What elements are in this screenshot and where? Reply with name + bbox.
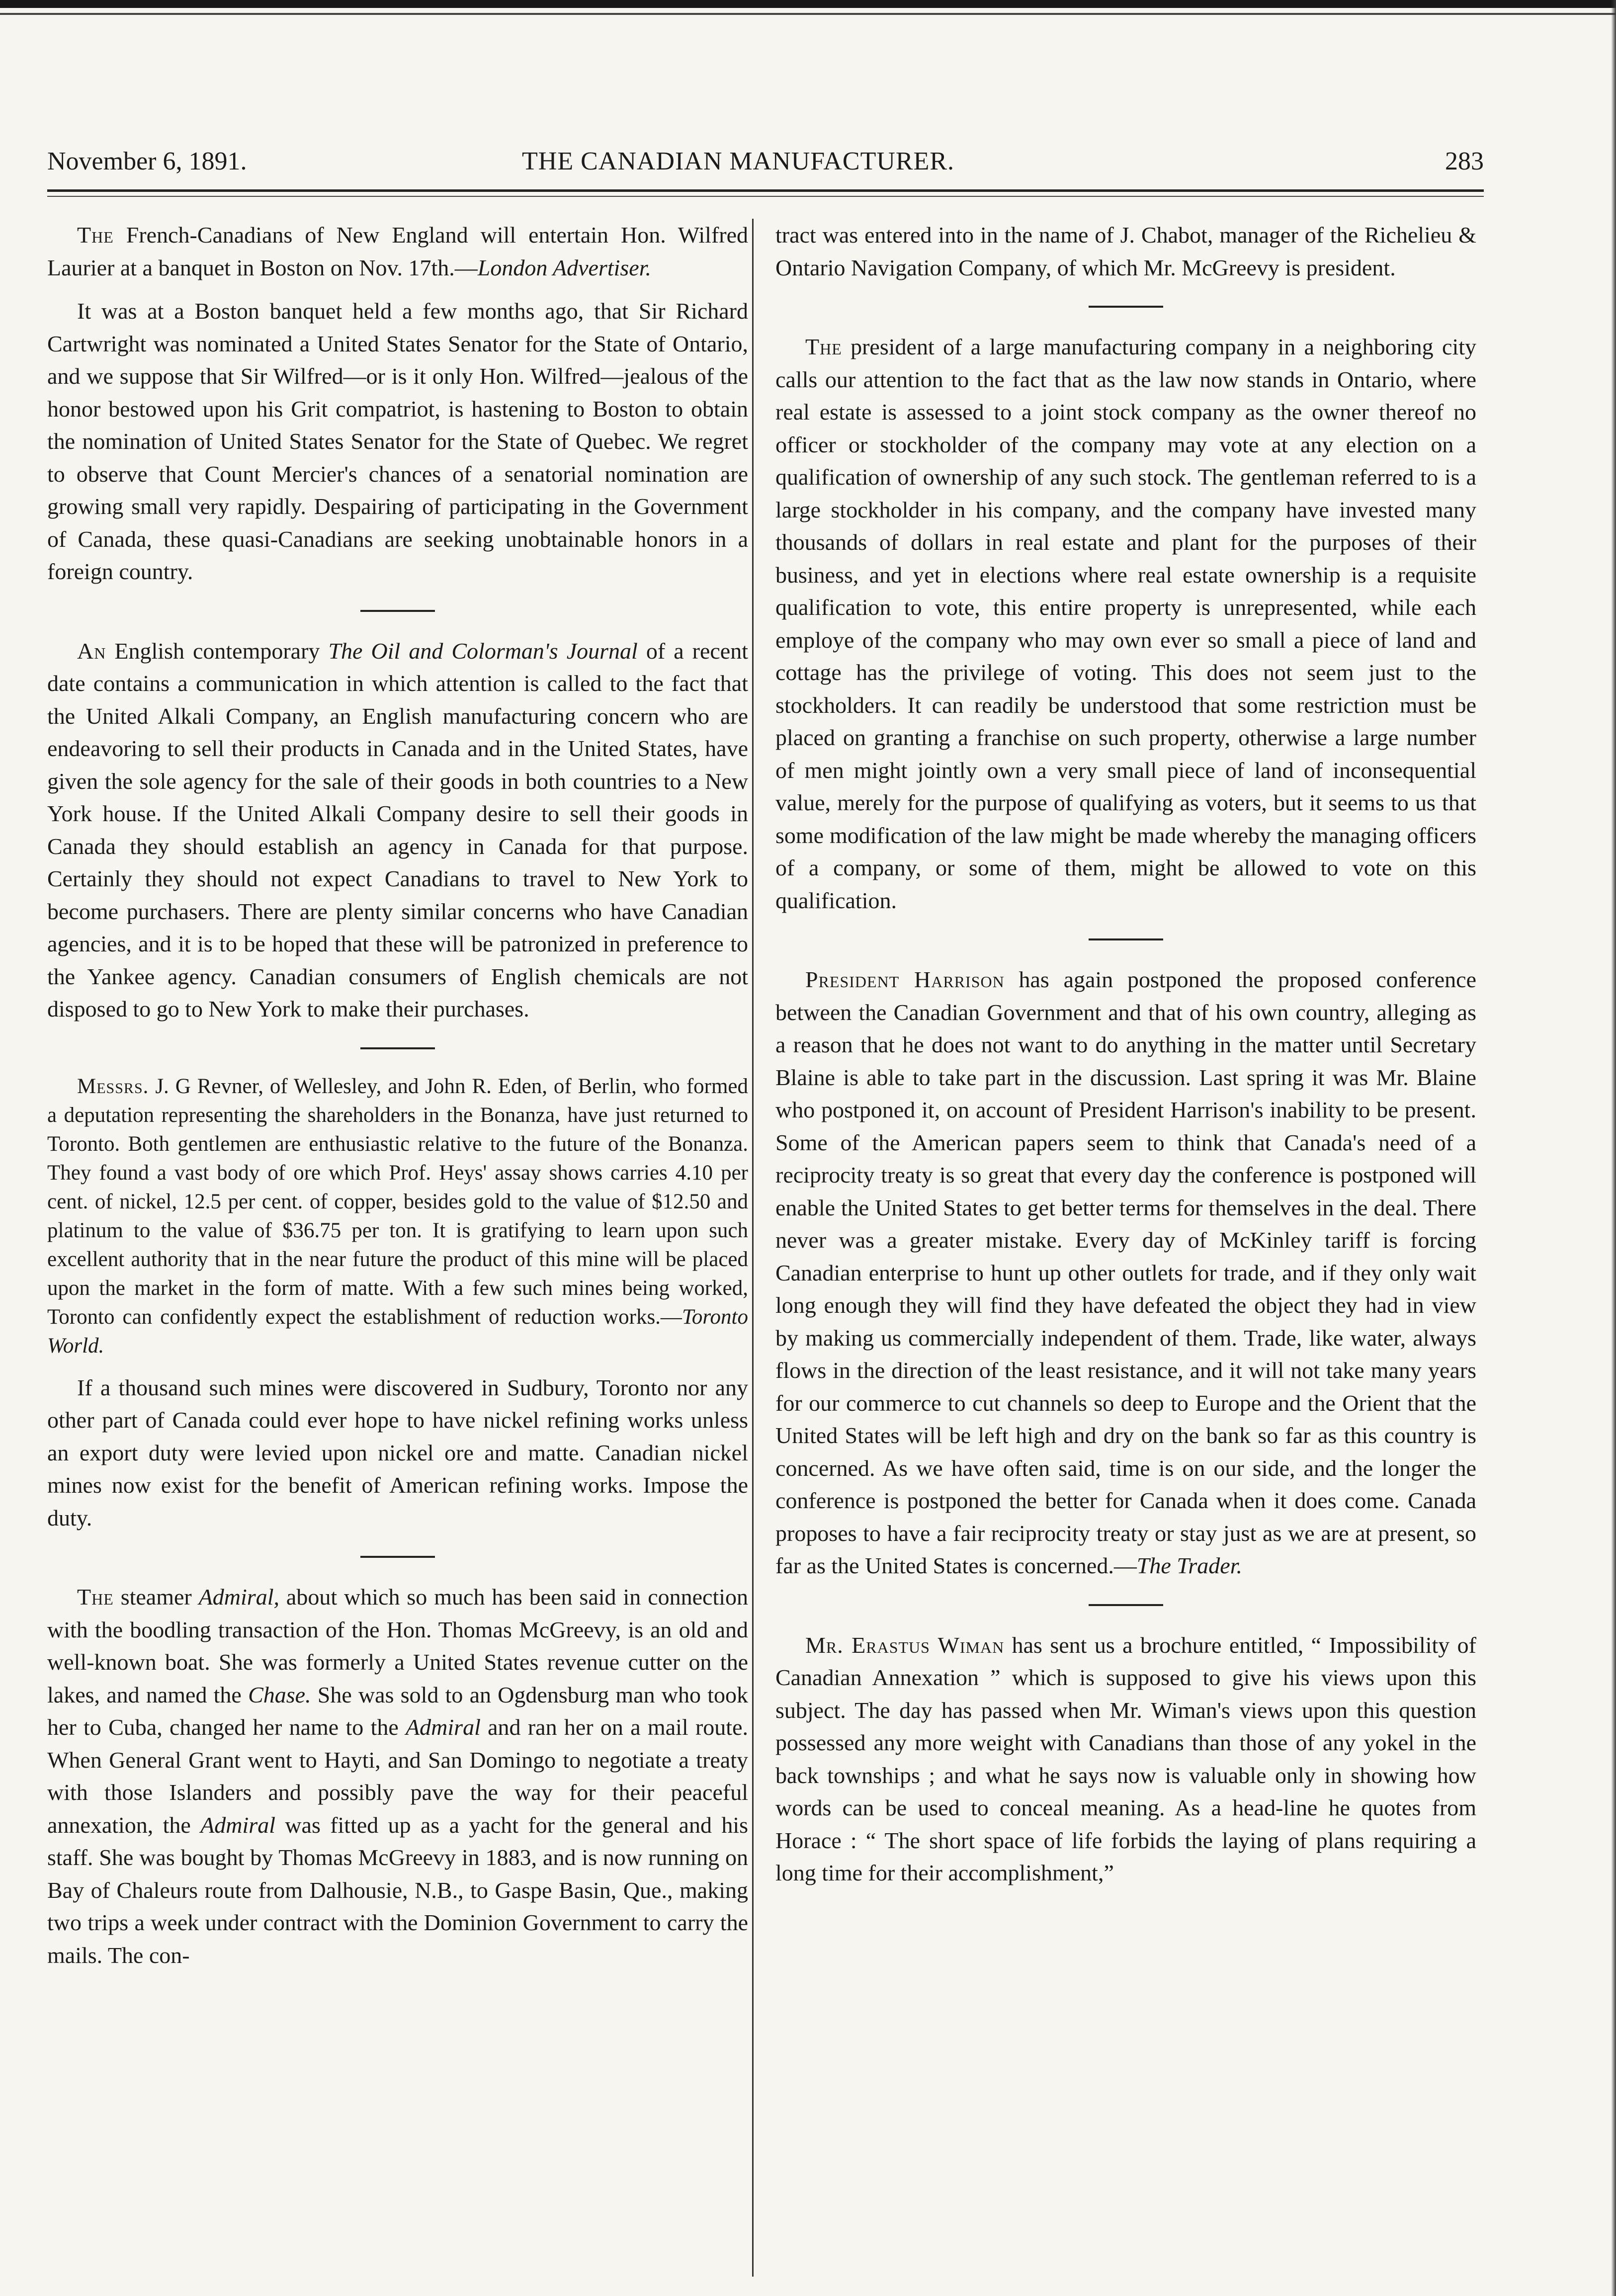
ship-name: Admiral, bbox=[198, 1584, 279, 1610]
paragraph-text: about which so much has been said in connection with the boodling transaction of the Hon. Thomas McGreevy, is an old and well-known boat. She was formerly a United States revenue cutter on the lakes, and named the bbox=[47, 1584, 749, 1707]
lead-in: President Harrison bbox=[805, 967, 1005, 992]
article-wiman-brochure bbox=[775, 1629, 1476, 1889]
left-column bbox=[47, 219, 748, 1971]
scan-top-edge bbox=[0, 0, 1616, 8]
publication-title: THE CANADIAN MANUFACTURER. bbox=[522, 147, 955, 175]
ship-name: Chase. bbox=[248, 1682, 311, 1707]
ship-name: Admiral bbox=[200, 1812, 275, 1838]
paragraph bbox=[47, 635, 748, 1025]
header-rule-thick bbox=[47, 189, 1484, 192]
paragraph-text: and ran her on a mail route. When General Grant went to Hayti, and San Domingo to negotiate a treaty with those Islanders and possibly pave the way for their peaceful annexation, the bbox=[47, 1714, 748, 1838]
article-separator bbox=[1089, 1604, 1163, 1606]
lead-in: The bbox=[77, 1584, 114, 1610]
paragraph-text: English contemporary bbox=[106, 638, 329, 664]
article-separator bbox=[1089, 938, 1163, 940]
article-steamer-admiral-continued bbox=[775, 219, 1476, 284]
paragraph-text: has again postponed the proposed conference between the Canadian Government and that of his own country, alleging as a reason that he does not want to do anything in the matter until Secretary Blaine is able to take part in the discussion. Last spring it was Mr. Blaine who postponed it, on account of President Harrison's inability to be present. Some of the American papers seem to think that Canada's need of a reciprocity treaty is so great that every day the conference is postponed will enable the United States to get better terms for themselves in the deal. There never was a greater mistake. Every day of McKinley tariff is forcing Canadian enterprise to hunt up other outlets for trade, and if they only wait long enough they will find they have defeated the object they had in view by making us commercially independent of them. Trade, like water, always flows in the direction of the least resistance, and it will not take many years for our commerce to cut channels so deep to Europe and the Orient that the United States will be left high and dry on the bank so far as this country is concerned. As we have often said, time is on our side, and the longer the conference is postponed the better for Canada when it does come. Canada proposes to have a fair reciprocity treaty or stay just as we are at present, so far as the United States is concerned.— bbox=[775, 967, 1476, 1578]
article-laurier-banquet bbox=[47, 219, 748, 588]
right-column bbox=[775, 219, 1476, 1889]
article-separator bbox=[360, 610, 435, 612]
issue-date: November 6, 1891. bbox=[47, 147, 247, 175]
paragraph: It was at a Boston banquet held a few months ago, that Sir Richard Cartwright was nominated a United States Senator for the State of Ontario, and we suppose that Sir Wilfred—or is it only Hon. Wilfred—jealous of the honor bestowed upon his Grit compatriot, is hastening to Boston to obtain the nomination of United States Senator for the State of Quebec. We regret to observe that Count Mercier's chances of a senatorial nomination are growing small very rapidly. Despairing of participating in the Government of Canada, these quasi-Canadians are seeking unobtainable honors in a foreign country. bbox=[47, 298, 748, 584]
article-reciprocity-conference bbox=[775, 963, 1476, 1582]
article-separator bbox=[360, 1556, 435, 1558]
paragraph-text: was fitted up as a yacht for the general and his staff. She was bought by Thomas McGreevy in 1883, and is now running on Bay of Chaleurs route from Dalhousie, N.B., to Gaspe Basin, Que., making two trips a week under contract with the Dominion Government to carry the mails. The con- bbox=[47, 1812, 748, 1968]
paragraph-text: She was sold to an Ogdensburg man who took her to Cuba, changed her name to the bbox=[47, 1682, 749, 1740]
paragraph-text: steamer bbox=[113, 1584, 199, 1610]
lead-in: Messrs. bbox=[77, 1074, 149, 1098]
journal-title: The Oil and Colorman's Journal bbox=[328, 638, 638, 664]
paragraph: If a thousand such mines were discovered in Sudbury, Toronto nor any other part of Canada could ever hope to have nickel refining works unless an export duty were levied upon nickel ore and matte. Canadian nickel mines now exist for the benefit of American refining works. Impose the duty. bbox=[47, 1374, 748, 1531]
article-stockholder-franchise bbox=[775, 331, 1476, 917]
article-steamer-admiral bbox=[47, 1581, 748, 1971]
scan-top-line bbox=[0, 13, 1616, 15]
lead-in: The bbox=[77, 222, 114, 248]
ship-name: Admiral bbox=[406, 1714, 481, 1740]
paragraph-text: has sent us a brochure entitled, “ Impossibility of Canadian Annexation ” which is supposed to give his views upon this subject. The day has passed when Mr. Wiman's views upon this question possessed any more weight with Canadians than those of any yokel in the back townships ; and what he says now is valuable only in showing how words can be used to conceal meaning. As a head-line he quotes from Horace : “ The short space of life forbids the laying of plans requiring a long time for their accomplishment,” bbox=[775, 1632, 1476, 1885]
paragraph bbox=[47, 219, 748, 284]
article-separator bbox=[360, 1047, 435, 1049]
article-united-alkali bbox=[47, 635, 748, 1025]
source-citation: London Advertiser. bbox=[477, 255, 652, 280]
page-header bbox=[47, 132, 1484, 181]
paragraph bbox=[775, 331, 1476, 917]
paragraph-text: J. G Revner, of Wellesley, and John R. Eden, of Berlin, who formed a deputation representing the shareholders in the Bonanza, have just returned to Toronto. Both gentlemen are enthusiastic relative to the future of the Bonanza. They found a vast body of ore which Prof. Heys' assay shows carries 4.10 per cent. of nickel, 12.5 per cent. of copper, besides gold to the value of $12.50 and platinum to the value of $36.75 per ton. It is gratifying to learn upon such excellent authority that in the near future the product of this mine will be placed upon the market in the form of matte. With a few such mines being worked, Toronto can confidently expect the establishment of reduction works.— bbox=[47, 1074, 748, 1329]
paragraph-text: of a recent date contains a communication in which attention is called to the fact that the United Alkali Company, an English manufacturing concern who are endeavoring to sell their products in Canada and in the United States, have given the sole agency for the sale of their goods in both countries to a New York house. If the United Alkali Company desire to sell their goods in Canada they should establish an agency in Canada for that purpose. Certainly they should not expect Canadians to travel to New York to become purchasers. There are plenty similar concerns who have Canadian agencies, and it is to be hoped that these will be patronized in preference to the Yankee agency. Canadian consumers of English chemicals are not disposed to go to New York to make their purchases. bbox=[47, 638, 749, 1021]
lead-in: The bbox=[805, 334, 842, 359]
scan-right-edge bbox=[1611, 0, 1616, 2296]
paragraph bbox=[47, 1581, 748, 1971]
paragraph bbox=[775, 963, 1476, 1582]
source-citation: Toronto World. bbox=[47, 1305, 748, 1358]
article-bonanza-nickel bbox=[47, 1072, 748, 1534]
article-separator bbox=[1089, 306, 1163, 308]
paragraph-text: president of a large manufacturing company in a neighboring city calls our attention to the fact that as the law now stands in Ontario, where real estate is assessed to a joint stock company as the owner thereof no officer or stockholder of the company may vote at any election on a qualification of ownership of any such stock. The gentleman referred to is a large stockholder in his company, and the company have invested many thousands of dollars in real estate and plant for the purposes of their business, and yet in elections where real estate ownership is a requisite qualification to vote, this entire property is unrepresented, while each employe of the company who may own ever so small a piece of land and cottage has the privilege of voting. This does not seem just to the stockholders. It can readily be understood that some restriction must be placed on granting a franchise on such property, otherwise a large number of men might jointly own a very small piece of land of inconsequential value, merely for the purpose of qualifying as voters, but it seems to us that some modification of the law might be made whereby the managing officers of a company, or some of them, might be allowed to vote on this qualification. bbox=[775, 334, 1476, 913]
paragraph bbox=[47, 1072, 748, 1361]
column-divider bbox=[752, 219, 754, 2277]
header-rule-thin bbox=[47, 196, 1484, 197]
page-number: 283 bbox=[1445, 147, 1484, 175]
lead-in: Mr. Erastus Wiman bbox=[805, 1632, 1005, 1658]
paragraph-text: French-Canadians of New England will entertain Hon. Wilfred Laurier at a banquet in Boston on Nov. 17th.— bbox=[47, 222, 748, 280]
source-citation: The Trader. bbox=[1136, 1553, 1242, 1578]
paragraph bbox=[775, 1629, 1476, 1889]
lead-in: An bbox=[77, 638, 106, 664]
paragraph: tract was entered into in the name of J. Chabot, manager of the Richelieu & Ontario Navigation Company, of which Mr. McGreevy is president. bbox=[775, 222, 1476, 280]
